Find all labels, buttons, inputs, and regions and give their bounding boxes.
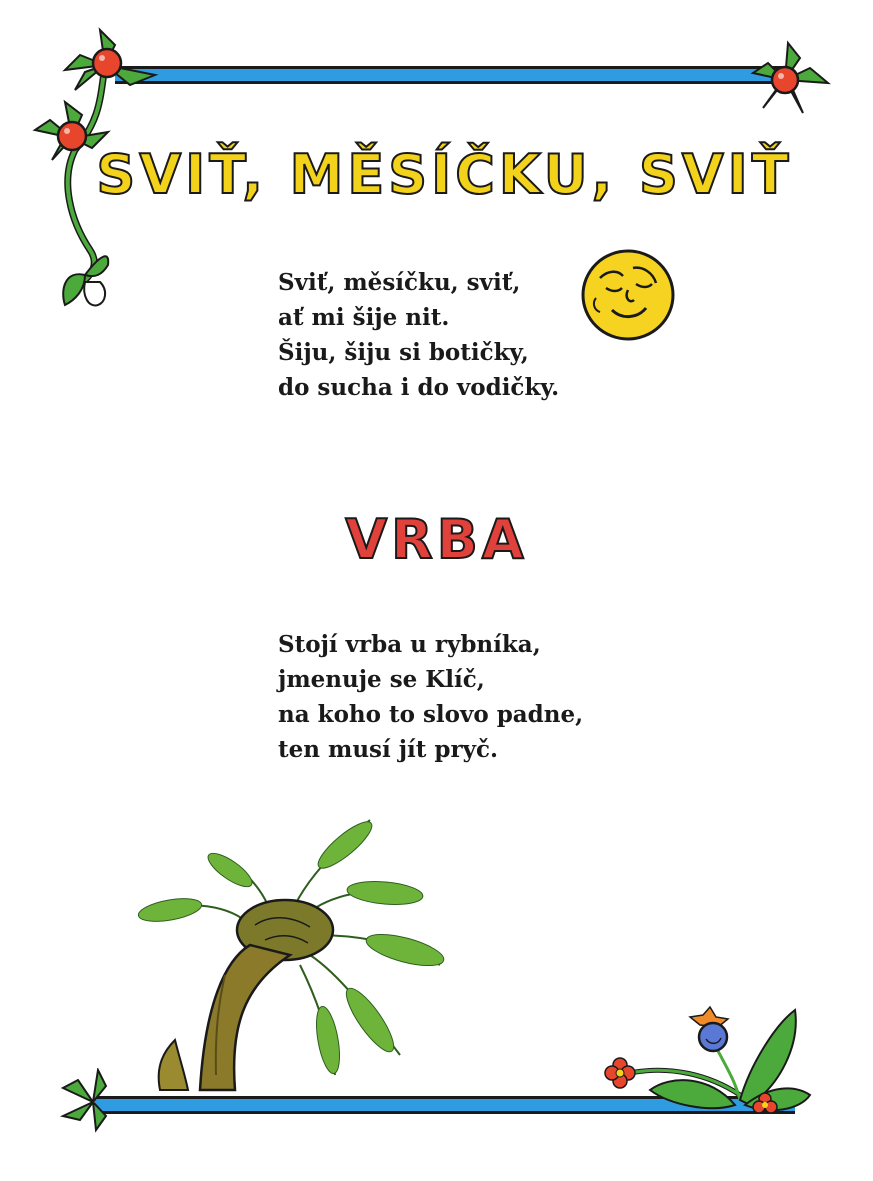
lyric-line: do sucha i do vodičky. (278, 374, 560, 401)
song2-lyrics (278, 627, 583, 767)
lyric-line: ten musí jít pryč. (278, 736, 499, 763)
willow-tree-icon (130, 815, 460, 1100)
top-border-bar (115, 66, 785, 84)
lyric-line: ať mi šije nit. (278, 304, 450, 331)
lyric-line: Sviť, měsíčku, sviť, (278, 269, 521, 296)
leaf-icon (58, 1068, 113, 1133)
moon-face-icon (578, 248, 678, 343)
flower-bush-icon (600, 1005, 820, 1135)
lyric-line: na koho to slovo padne, (278, 701, 584, 728)
lyric-line: jmenuje se Klíč, (278, 666, 485, 693)
song-title-svit-mesicku: SVIŤ, MĚSÍČKU, SVIŤ (96, 143, 793, 206)
berry-corner-icon (748, 38, 833, 118)
lyric-line: Šiju, šiju si botičky, (278, 339, 529, 366)
song-title-vrba: VRBA (345, 508, 528, 571)
song1-lyrics (278, 265, 559, 405)
lyric-line: Stojí vrba u rybníka, (278, 631, 541, 658)
